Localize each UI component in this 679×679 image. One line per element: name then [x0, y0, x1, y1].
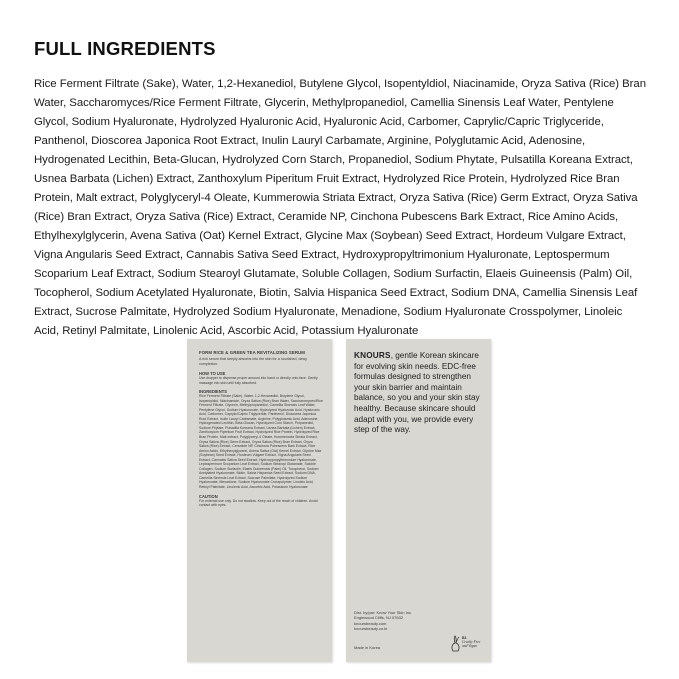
- product-description: A rich serum that deeply absorbs into the skin for a nourished, dewy complexion.: [199, 357, 307, 366]
- badge-number: B1: [462, 636, 467, 640]
- section-title: FULL INGREDIENTS: [34, 38, 216, 59]
- product-title: FORM RICE & GREEN TEA REVITALIZING SERUM: [199, 350, 305, 355]
- how-to-use-heading: HOW TO USE: [199, 371, 226, 376]
- brand-tagline: , gentle Korean skincare for evolving skin needs. EDC-free formulas designed to strengthen your skin barrier and maintain balance, so you and your skin stay healthy. Because skincare should adapt with you, we provide every step of the way.: [354, 351, 480, 435]
- distributor-line: Dist. by/par: Know Your Skin Inc.: [354, 610, 413, 615]
- website-us: knoursbeauty.com: [354, 620, 387, 626]
- distributor-info: [354, 610, 444, 632]
- brand-name: KNOURS: [354, 351, 391, 360]
- how-to-use-text: Use dropper to dispense proper amount into hand or directly onto face. Gently massage into skin until fully absorbed.: [199, 376, 318, 385]
- cruelty-free-badge: [450, 635, 486, 653]
- website-kr: knoursbeauty.co.kr: [354, 626, 388, 632]
- caution-text: For external use only. Do not swallow. Keep out of the reach of children. Avoid contact with eyes.: [199, 498, 318, 508]
- full-ingredients-list: Rice Ferment Filtrate (Sake), Water, 1,2-Hexanediol, Butylene Glycol, Isopentyldiol, Niacinamide, Oryza Sativa (Rice) Bran Water, Saccharomyces/Rice Ferment Filtrate, Glycerin, Methylpropanediol, Camellia Sinensis Leaf Water, Pentylene Glycol, Sodium Hyaluronate, Hydrolyzed Hyaluronic Acid, Hyaluronic Acid, Carbomer, Caprylic/Capric Triglyceride, Panthenol, Dioscorea Japonica Root Extract, Inulin Lauryl Carbamate, Arginine, Polyglutamic Acid, Adenosine, Hydrogenated Lecithin, Beta-Glucan, Hydrolyzed Corn Starch, Propanediol, Sodium Phytate, Pulsatilla Koreana Extract, Usnea Barbata (Lichen) Extract, Zanthoxylum Piperitum Fruit Extract, Hydrolyzed Rice Protein, Hydrolyzed Rice Bran Protein, Malt extract, Polyglyceryl-4 Oleate, Kummerowia Striata Extract, Oryza Sativa (Rice) Germ Extract, Oryza Sativa (Rice) Bran Extract, Oryza Sativa (Rice) Extract, Ceramide NP, Cinchona Pubescens Bark Extract, Rice Amino Acids, Ethylhexylglycerin, Avena Sativa (Oat) Kernel Extract, Glycine Max (Soybean) Seed Extract, Hordeum Vulgare Extract, Vigna Angularis Seed Extract, Cannabis Sativa Seed Extract, Hydroxypropyltrimonium Hyaluronate, Leptospermum Scoparium Leaf Extract, Sodium Stearoyl Glutamate, Soluble Collagen, Sodium Surfactin, Elaeis Guineensis (Palm) Oil, Tocopherol, Sodium Acetylated Hyaluronate, Biotin, Salvia Hispanica Seed Extract, Sodium DNA, Camellia Sinensis Leaf Extract, Sucrose Palmitate, Hydrolyzed Sodium Hyaluronate, Menadione, Sodium Hyaluronate Crosspolymer, Linoleic Acid, Retinyl Palmitate, Linolenic Acid, Ascorbic Acid, Potassium Hyaluronate: [34, 78, 646, 337]
- badge-line-1: Cruelty Free: [462, 640, 481, 645]
- box-back-content: [199, 350, 323, 508]
- box-front-panel: [346, 339, 491, 662]
- made-in-label: Made in Korea: [354, 645, 381, 650]
- ingredients-heading: INGREDIENTS: [199, 389, 227, 395]
- address-line: Englewood Cliffs, NJ 07632: [354, 615, 404, 621]
- badge-text: [462, 636, 480, 649]
- bunny-icon: [450, 635, 462, 653]
- box-back-panel: [187, 339, 332, 662]
- badge-line-2: and Vegan: [462, 644, 478, 649]
- caution-heading: CAUTION: [199, 493, 218, 499]
- brand-statement: [354, 351, 486, 436]
- ingredients-text: Rice Ferment Filtrate (Sake), Water, 1,2-Hexanediol, Butylene Glycol, Isopentyldiol, Niacinamide, Oryza Sativa (Rice) Bran Water, Saccharomyces/Rice Ferment Filtrate, Glycerin, Methylpropanediol, Camellia Sinensis Leaf Water, Pentylene Glycol, Sodium Hyaluronate, Hydrolyzed Hyaluronic Acid, Hyaluronic Acid, Carbomer, Caprylic/Capric Triglyceride, Panthenol, Dioscorea Japonica Root Extract, Inulin Lauryl Carbamate, Arginine, Polyglutamic Acid, Adenosine, Hydrogenated Lecithin, Beta-Glucan, Hydrolyzed Corn Starch, Propanediol, Sodium Phytate, Pulsatilla Koreana Extract, Usnea Barbata (Lichen) Extract, Zanthoxylum Piperitum Fruit Extract, Hydrolyzed Rice Protein, Hydrolyzed Rice Bran Protein, Malt extract, Polyglyceryl-4 Oleate, Kummerowia Striata Extract, Oryza Sativa (Rice) Germ Extract, Oryza Sativa (Rice) Bran Extract, Oryza Sativa (Rice) Extract, Ceramide NP, Cinchona Pubescens Bark Extract, Rice Amino Acids, Ethylhexylglycerin, Avena Sativa (Oat) Kernel Extract, Glycine Max (Soybean) Seed Extract, Hordeum Vulgare Extract, Vigna Angularis Seed Extract, Cannabis Sativa Seed Extract, Hydroxypropyltrimonium Hyaluronate, Leptospermum Scoparium Leaf Extract, Sodium Stearoyl Glutamate, Soluble Collagen, Sodium Surfactin, Elaeis Guineensis (Palm) Oil, Tocopherol, Sodium Acetylated Hyaluronate, Biotin, Salvia Hispanica Seed Extract, Sodium DNA, Camellia Sinensis Leaf Extract, Sucrose Palmitate, Hydrolyzed Sodium Hyaluronate, Menadione, Sodium Hyaluronate Crosspolymer, Linoleic Acid, Retinyl Palmitate, Linolenic Acid, Ascorbic Acid, Potassium Hyaluronate: [199, 394, 323, 490]
